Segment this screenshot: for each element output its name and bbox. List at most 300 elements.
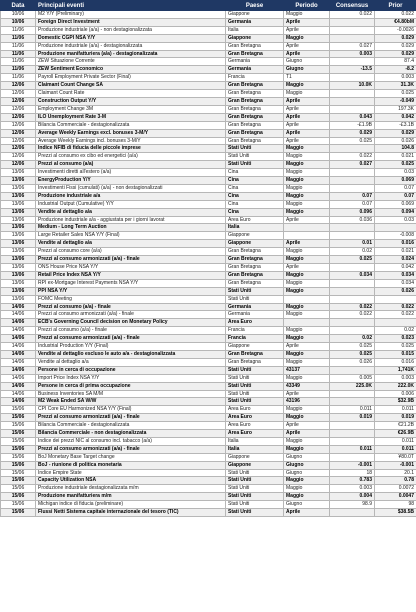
table-row	[1, 248, 416, 256]
cell-date: 11/06	[1, 74, 36, 82]
cell-country: Stati Uniti	[226, 509, 284, 517]
cell-date: 13/06	[1, 240, 36, 248]
cell-consensus	[330, 366, 375, 374]
cell-consensus	[330, 437, 375, 445]
cell-period: Maggio	[284, 414, 330, 422]
cell-date: 13/06	[1, 232, 36, 240]
table-row	[1, 58, 416, 66]
cell-consensus: 0.025	[330, 137, 375, 145]
cell-period	[284, 224, 330, 232]
cell-prior: 0.094	[375, 208, 416, 216]
cell-consensus	[330, 34, 375, 42]
cell-country: Giappone	[226, 343, 284, 351]
cell-date: 14/06	[1, 358, 36, 366]
cell-consensus: 98.9	[330, 501, 375, 509]
cell-period: Maggio	[284, 445, 330, 453]
cell-consensus	[330, 169, 375, 177]
cell-date: 13/06	[1, 200, 36, 208]
cell-prior: 0.069	[375, 177, 416, 185]
cell-event: ILO Unemployment Rate 3-M	[36, 113, 226, 121]
header-prior[interactable]: Prior	[375, 1, 416, 11]
cell-period: Maggio	[284, 208, 330, 216]
table-row	[1, 485, 416, 493]
cell-event: Persone in cerca di occupazione	[36, 366, 226, 374]
table-row	[1, 82, 416, 90]
cell-consensus: 0.025	[330, 343, 375, 351]
cell-consensus	[330, 509, 375, 517]
cell-event: Indice Empire State	[36, 469, 226, 477]
cell-date: 11/06	[1, 50, 36, 58]
cell-period: 43196	[284, 398, 330, 406]
cell-consensus: 0.043	[330, 113, 375, 121]
cell-consensus	[330, 90, 375, 98]
cell-event: Prezzi al consumo armonizzati (a/a) - finale	[36, 445, 226, 453]
cell-date: 13/06	[1, 287, 36, 295]
cell-prior: 0.016	[375, 240, 416, 248]
cell-event: Produzione manifatturiera m/m	[36, 493, 226, 501]
cell-date: 15/06	[1, 477, 36, 485]
table-row	[1, 445, 416, 453]
cell-event: RPI ex-Mortgage Interest Payments NSA Y/Y	[36, 279, 226, 287]
cell-country: Area Euro	[226, 414, 284, 422]
cell-prior: 0.021	[375, 248, 416, 256]
table-row	[1, 398, 416, 406]
table-row	[1, 271, 416, 279]
cell-consensus	[330, 145, 375, 153]
cell-date: 12/06	[1, 161, 36, 169]
table-row	[1, 350, 416, 358]
cell-consensus	[330, 224, 375, 232]
table-row	[1, 430, 416, 438]
cell-prior: 0.003	[375, 74, 416, 82]
cell-date: 13/06	[1, 177, 36, 185]
cell-consensus	[330, 58, 375, 66]
header-date[interactable]: Data	[1, 1, 36, 11]
cell-country: Giappone	[226, 232, 284, 240]
cell-country: Gran Bretagna	[226, 129, 284, 137]
cell-prior: 0.0047	[375, 493, 416, 501]
cell-date: 14/06	[1, 398, 36, 406]
cell-period: Maggio	[284, 192, 330, 200]
cell-period: Maggio	[284, 350, 330, 358]
cell-prior: 0.029	[375, 129, 416, 137]
cell-date: 11/06	[1, 34, 36, 42]
cell-event: Average Weekly Earnings incl. bonuses 3-M/Y	[36, 137, 226, 145]
cell-country: Gran Bretagna	[226, 121, 284, 129]
cell-consensus	[330, 264, 375, 272]
table-row	[1, 295, 416, 303]
cell-event: Indice NFIB di fiducia delle piccole imprese	[36, 145, 226, 153]
table-body	[1, 11, 416, 517]
cell-event: Vendite al dettaglio a/a	[36, 240, 226, 248]
cell-event: ZEW Sentiment Economico	[36, 66, 226, 74]
cell-period: Aprile	[284, 50, 330, 58]
cell-country: Giappone	[226, 11, 284, 19]
cell-prior: 20.1	[375, 469, 416, 477]
cell-period	[284, 295, 330, 303]
cell-event: Prezzi al consumo armonizzati (a/a) - finale	[36, 256, 226, 264]
table-row	[1, 26, 416, 34]
table-row	[1, 279, 416, 287]
cell-consensus	[330, 422, 375, 430]
cell-country: Cina	[226, 192, 284, 200]
cell-period: Maggio	[284, 493, 330, 501]
cell-period: Maggio	[284, 34, 330, 42]
table-row	[1, 422, 416, 430]
table-row	[1, 327, 416, 335]
cell-country: Francia	[226, 327, 284, 335]
cell-consensus: -13.5	[330, 66, 375, 74]
cell-country: Germania	[226, 18, 284, 26]
table-row	[1, 366, 416, 374]
cell-event: Prezzi al consumo armonizzati (a/a) - finale	[36, 311, 226, 319]
cell-date: 15/06	[1, 406, 36, 414]
table-row	[1, 477, 416, 485]
cell-event: Prezzi al consumo core (a/a)	[36, 248, 226, 256]
cell-country: Gran Bretagna	[226, 97, 284, 105]
header-consensus[interactable]: Consensus	[330, 1, 375, 11]
cell-country: Cina	[226, 208, 284, 216]
cell-event: Produzione industriale a/a	[36, 192, 226, 200]
cell-event: CPI Core EU Harmonized NSA Y/Y (Final)	[36, 406, 226, 414]
cell-event: Retail Price Index NSA Y/Y	[36, 271, 226, 279]
cell-prior: €21.2B	[375, 422, 416, 430]
cell-consensus: 0.022	[330, 311, 375, 319]
cell-event: Vendite al dettaglio escluso le auto a/a - destagionalizzata	[36, 350, 226, 358]
cell-event: Produzione industriale (a/a) - non destagionalizzata	[36, 26, 226, 34]
cell-date: 14/06	[1, 343, 36, 351]
cell-event: Prezzi al consumo (a/a) - finale	[36, 303, 226, 311]
cell-prior: -0.008	[375, 232, 416, 240]
table-row	[1, 208, 416, 216]
cell-period: Maggio	[284, 406, 330, 414]
cell-consensus: 0.036	[330, 216, 375, 224]
cell-consensus	[330, 295, 375, 303]
table-row	[1, 145, 416, 153]
cell-date: 14/06	[1, 366, 36, 374]
table-row	[1, 137, 416, 145]
cell-country: Stati Uniti	[226, 366, 284, 374]
cell-period: Giugno	[284, 469, 330, 477]
cell-consensus: 0.005	[330, 374, 375, 382]
cell-prior: -0.0026	[375, 26, 416, 34]
cell-event: Average Weekly Earnings excl. bonuses 3-M/Y	[36, 129, 226, 137]
table-row	[1, 264, 416, 272]
cell-country: Francia	[226, 74, 284, 82]
cell-period: Giugno	[284, 66, 330, 74]
cell-consensus: -0.001	[330, 461, 375, 469]
cell-country: Stati Uniti	[226, 493, 284, 501]
cell-date: 12/06	[1, 145, 36, 153]
cell-consensus	[330, 453, 375, 461]
cell-event: Capacity Utilization NSA	[36, 477, 226, 485]
cell-consensus: 0.027	[330, 161, 375, 169]
cell-prior: 87.4	[375, 58, 416, 66]
cell-consensus: 0.011	[330, 445, 375, 453]
cell-event: Vendite al dettaglio a/a	[36, 358, 226, 366]
cell-prior: -0.001	[375, 461, 416, 469]
cell-date: 14/06	[1, 335, 36, 343]
table-row	[1, 11, 416, 19]
cell-prior: 0.022	[375, 311, 416, 319]
cell-period: Maggio	[284, 374, 330, 382]
cell-prior: 0.029	[375, 34, 416, 42]
cell-consensus	[330, 327, 375, 335]
cell-event: Bilancia Commerciale - destagionalizzata	[36, 422, 226, 430]
cell-period: Aprile	[284, 422, 330, 430]
cell-period: Aprile	[284, 121, 330, 129]
cell-event: Vendite al dettaglio a/a	[36, 208, 226, 216]
cell-period: Maggio	[284, 161, 330, 169]
table-row	[1, 390, 416, 398]
table-row	[1, 90, 416, 98]
header-country[interactable]: Paese	[226, 1, 284, 11]
cell-country: Gran Bretagna	[226, 90, 284, 98]
cell-consensus: 0.034	[330, 271, 375, 279]
cell-period: Aprile	[284, 430, 330, 438]
cell-consensus: 0.029	[330, 129, 375, 137]
cell-country: Stati Uniti	[226, 501, 284, 509]
table-row	[1, 437, 416, 445]
cell-period: Aprile	[284, 216, 330, 224]
cell-country: Gran Bretagna	[226, 105, 284, 113]
cell-consensus: 0.022	[330, 303, 375, 311]
cell-event: Construction Output Y/Y	[36, 97, 226, 105]
cell-period: Aprile	[284, 18, 330, 26]
cell-date: 12/06	[1, 129, 36, 137]
cell-country: Gran Bretagna	[226, 82, 284, 90]
cell-prior: 0.025	[375, 90, 416, 98]
cell-country: Stati Uniti	[226, 469, 284, 477]
cell-prior: 0.025	[375, 343, 416, 351]
table-row	[1, 18, 416, 26]
cell-period: Maggio	[284, 11, 330, 19]
cell-period: Aprile	[284, 42, 330, 50]
cell-prior: 0.07	[375, 192, 416, 200]
cell-event: Michigan indice di fiducia (preliminare)	[36, 501, 226, 509]
cell-country: Stati Uniti	[226, 398, 284, 406]
cell-country: Francia	[226, 335, 284, 343]
cell-date: 14/06	[1, 319, 36, 327]
cell-country: Gran Bretagna	[226, 271, 284, 279]
cell-period: Aprile	[284, 105, 330, 113]
cell-prior: 98	[375, 501, 416, 509]
cell-event: Indice dei prezzi NIC al consumo incl. tabacco (a/a)	[36, 437, 226, 445]
table-row	[1, 319, 416, 327]
cell-event: Produzione manifatturiera (a/a) - destagionalizzata	[36, 50, 226, 58]
cell-country: Cina	[226, 184, 284, 192]
cell-period: Maggio	[284, 437, 330, 445]
cell-event: Foreign Direct Investment	[36, 18, 226, 26]
table-row	[1, 232, 416, 240]
cell-date: 12/06	[1, 153, 36, 161]
cell-period: Aprile	[284, 343, 330, 351]
cell-period: 43137	[284, 366, 330, 374]
cell-consensus: 0.096	[330, 208, 375, 216]
cell-date: 15/06	[1, 445, 36, 453]
cell-consensus: 0.02	[330, 335, 375, 343]
cell-country: Italia	[226, 26, 284, 34]
cell-prior	[375, 295, 416, 303]
cell-consensus: 10.0K	[330, 82, 375, 90]
cell-prior: $32.9B	[375, 398, 416, 406]
cell-country: Stati Uniti	[226, 390, 284, 398]
cell-date: 14/06	[1, 390, 36, 398]
cell-event: Investimenti Fissi (cumulati) (a/a) - non destagionalizzati	[36, 184, 226, 192]
cell-date: 13/06	[1, 184, 36, 192]
cell-country: Gran Bretagna	[226, 279, 284, 287]
table-row	[1, 493, 416, 501]
cell-country: Area Euro	[226, 430, 284, 438]
cell-period: Aprile	[284, 97, 330, 105]
table-row	[1, 311, 416, 319]
cell-prior: 0.023	[375, 335, 416, 343]
cell-country: Gran Bretagna	[226, 50, 284, 58]
cell-consensus: -£1.9B	[330, 121, 375, 129]
cell-prior: 0.02	[375, 327, 416, 335]
cell-date: 13/06	[1, 271, 36, 279]
cell-period: Maggio	[284, 327, 330, 335]
cell-country: Germania	[226, 58, 284, 66]
cell-date: 13/06	[1, 208, 36, 216]
table-row	[1, 240, 416, 248]
cell-country: Gran Bretagna	[226, 42, 284, 50]
cell-period: Maggio	[284, 177, 330, 185]
cell-country: Giappone	[226, 240, 284, 248]
cell-event: Domestic CGPI NSA Y/Y	[36, 34, 226, 42]
cell-date: 14/06	[1, 311, 36, 319]
cell-country: Italia	[226, 224, 284, 232]
table-row	[1, 343, 416, 351]
cell-country: Cina	[226, 200, 284, 208]
cell-date: 13/06	[1, 216, 36, 224]
cell-consensus	[330, 97, 375, 105]
cell-country: Gran Bretagna	[226, 256, 284, 264]
cell-event: Produzione industriale a/a - aggiustata per i giorni lavorat	[36, 216, 226, 224]
cell-consensus	[330, 232, 375, 240]
cell-consensus: 225.0K	[330, 382, 375, 390]
cell-period: Maggio	[284, 200, 330, 208]
cell-consensus	[330, 398, 375, 406]
cell-consensus: 0.025	[330, 350, 375, 358]
cell-period: Aprile	[284, 113, 330, 121]
cell-prior: 0.022	[375, 11, 416, 19]
header-event[interactable]: Principali eventi	[36, 1, 226, 11]
table-row	[1, 105, 416, 113]
cell-date: 13/06	[1, 169, 36, 177]
cell-period: Maggio	[284, 184, 330, 192]
cell-country: Italia	[226, 437, 284, 445]
cell-event: Prezzi al consumo armonizzati (a/a) - finale	[36, 414, 226, 422]
table-row	[1, 50, 416, 58]
cell-consensus	[330, 184, 375, 192]
cell-prior: 1,741K	[375, 366, 416, 374]
cell-country: Giappone	[226, 453, 284, 461]
cell-period: Maggio	[284, 287, 330, 295]
cell-prior: 0.016	[375, 358, 416, 366]
table-row	[1, 469, 416, 477]
cell-date: 10/06	[1, 18, 36, 26]
cell-prior: 0.78	[375, 477, 416, 485]
cell-prior	[375, 224, 416, 232]
table-row	[1, 509, 416, 517]
cell-date: 14/06	[1, 303, 36, 311]
cell-date: 12/06	[1, 105, 36, 113]
header-period[interactable]: Periodo	[284, 1, 330, 11]
cell-period: Maggio	[284, 358, 330, 366]
table-row	[1, 177, 416, 185]
cell-consensus: 18	[330, 469, 375, 477]
cell-country: Area Euro	[226, 319, 284, 327]
cell-country: Stati Uniti	[226, 153, 284, 161]
cell-date: 11/06	[1, 26, 36, 34]
cell-event: Produzione industriale (a/a) - destagionalizzata	[36, 42, 226, 50]
cell-period: Aprile	[284, 26, 330, 34]
table-row	[1, 161, 416, 169]
cell-date: 13/06	[1, 248, 36, 256]
cell-consensus	[330, 105, 375, 113]
cell-prior: -8.2	[375, 66, 416, 74]
cell-prior	[375, 319, 416, 327]
table-row	[1, 501, 416, 509]
cell-event: Prezzi al consumo armonizzati (a/a) - finale	[36, 335, 226, 343]
cell-period: Giugno	[284, 461, 330, 469]
cell-date: 15/06	[1, 453, 36, 461]
cell-event: Produzione industriale destagionalizzata m/m	[36, 485, 226, 493]
cell-date: 12/06	[1, 113, 36, 121]
cell-date: 12/06	[1, 82, 36, 90]
table-row	[1, 113, 416, 121]
cell-consensus	[330, 18, 375, 26]
table-row	[1, 335, 416, 343]
cell-prior: 0.034	[375, 279, 416, 287]
cell-period: Maggio	[284, 311, 330, 319]
table-row	[1, 153, 416, 161]
cell-period: Maggio	[284, 335, 330, 343]
cell-prior: 222.0K	[375, 382, 416, 390]
cell-date: 11/06	[1, 42, 36, 50]
cell-consensus	[330, 177, 375, 185]
cell-period: Maggio	[284, 153, 330, 161]
cell-period: Aprile	[284, 264, 330, 272]
cell-event: ONS House Price NSA Y/Y	[36, 264, 226, 272]
cell-event: ECB's Governing Council decision on Monetary Policy	[36, 319, 226, 327]
cell-country: Gran Bretagna	[226, 248, 284, 256]
cell-consensus	[330, 390, 375, 398]
table-row	[1, 169, 416, 177]
cell-period: Maggio	[284, 477, 330, 485]
cell-date: 15/06	[1, 469, 36, 477]
table-row	[1, 414, 416, 422]
cell-event: EnergyProduction Y/Y	[36, 177, 226, 185]
cell-date: 15/06	[1, 422, 36, 430]
cell-event: Bilancia Commerciale - non destagionalizzata	[36, 430, 226, 438]
cell-event: Flussi Netti Sistema capitale internazionale del tesoro (TIC)	[36, 509, 226, 517]
cell-event: Persone in cerca di prima occupazione	[36, 382, 226, 390]
cell-period: Aprile	[284, 137, 330, 145]
table-row	[1, 406, 416, 414]
cell-prior: 0.011	[375, 445, 416, 453]
table-row	[1, 184, 416, 192]
cell-country: Gran Bretagna	[226, 113, 284, 121]
cell-event: M2 Weak Ended SA W/W	[36, 398, 226, 406]
cell-date: 13/06	[1, 295, 36, 303]
cell-period: T1	[284, 74, 330, 82]
cell-date: 15/06	[1, 430, 36, 438]
cell-period	[284, 232, 330, 240]
cell-date: 12/06	[1, 90, 36, 98]
cell-event: Prezzi al consumo ex cibo ed energetici (a/a)	[36, 153, 226, 161]
